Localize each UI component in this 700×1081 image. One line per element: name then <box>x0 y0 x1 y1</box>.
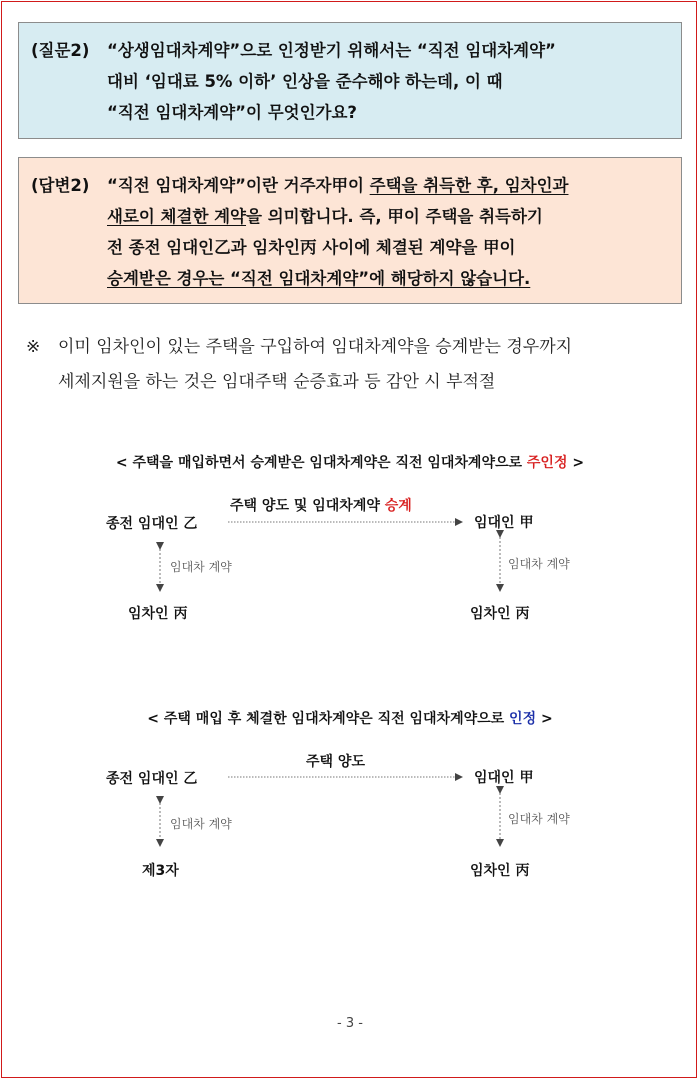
diagram1-arrow-label-emphasis: 승계 <box>384 498 412 514</box>
diagram2-landlord: 임대인 甲 <box>474 770 534 786</box>
diagram1-left-tenant: 임차인 丙 <box>128 606 188 622</box>
diagram1-title-emphasis: 주인정 <box>526 455 568 471</box>
question-line-2: 대비 ‘임대료 5% 이하’ 인상을 준수해야 하는데, 이 때 <box>107 72 503 91</box>
diagram2-title-post: > <box>536 711 553 727</box>
diagram1-landlord: 임대인 甲 <box>474 515 534 531</box>
diagram2-title-pre: < 주택 매입 후 체결한 임대차계약은 직전 임대차계약으로 <box>147 711 510 727</box>
note-line-2: 세제지원을 하는 것은 임대주택 순증효과 등 감안 시 부적절 <box>58 372 496 392</box>
diagram2-former-landlord: 종전 임대인 乙 <box>106 771 198 787</box>
answer-line-2b: 을 의미합니다. 즉, 甲이 주택을 취득하기 <box>246 207 543 226</box>
answer-line-2a: 새로이 체결한 계약 <box>107 207 247 226</box>
answer-line-3: 전 종전 임대인乙과 임차인丙 사이에 체결된 계약을 甲이 <box>107 238 516 257</box>
answer-line-1a: “직전 임대차계약”이란 거주자甲이 <box>107 176 370 195</box>
answer-line-1b: 주택을 취득한 후, 임차인과 <box>369 176 569 195</box>
diagram2-left-relation-label: 임대차 계약 <box>170 817 232 831</box>
diagram2-tenant: 임차인 丙 <box>470 863 530 879</box>
diagram1-right-tenant: 임차인 丙 <box>470 606 530 622</box>
question-line-1: “상생임대차계약”으로 인정받기 위해서는 “직전 임대차계약” <box>107 41 556 60</box>
answer-line-4: 승계받은 경우는 “직전 임대차계약”에 해당하지 않습니다. <box>107 269 531 288</box>
diagram1-title-post: > <box>567 455 585 471</box>
diagram2-title-emphasis: 인정 <box>509 711 537 727</box>
diagram1-left-relation-label: 임대차 계약 <box>170 560 232 574</box>
question-line-3: “직전 임대차계약”이 무엇인가요? <box>107 103 357 122</box>
answer-line-1 <box>107 170 568 201</box>
diagram1-arrow-label <box>230 495 412 515</box>
diagram2-third-party: 제3자 <box>142 863 179 879</box>
diagram1-arrow-label-pre: 주택 양도 및 임대차계약 <box>230 498 385 514</box>
diagram2-arrow-label: 주택 양도 <box>306 754 365 770</box>
question-box <box>18 22 682 139</box>
page-number: - 3 - <box>337 1016 363 1031</box>
diagram1-right-relation-label: 임대차 계약 <box>508 557 570 571</box>
question-tag: (질문2) <box>31 41 90 60</box>
diagram2-right-relation-label: 임대차 계약 <box>508 812 570 826</box>
note-line-1: 이미 임차인이 있는 주택을 구입하여 임대차계약을 승계받는 경우까지 <box>58 337 573 357</box>
answer-tag: (답변2) <box>31 176 90 195</box>
diagram2-title <box>0 708 700 728</box>
diagram1-former-landlord: 종전 임대인 乙 <box>106 516 198 532</box>
reference-mark: ※ <box>26 337 41 357</box>
answer-line-2 <box>107 201 543 232</box>
diagram1-title <box>0 452 700 472</box>
answer-box <box>18 157 682 304</box>
diagram1-title-pre: < 주택을 매입하면서 승계받은 임대차계약은 직전 임대차계약으로 <box>115 455 527 471</box>
